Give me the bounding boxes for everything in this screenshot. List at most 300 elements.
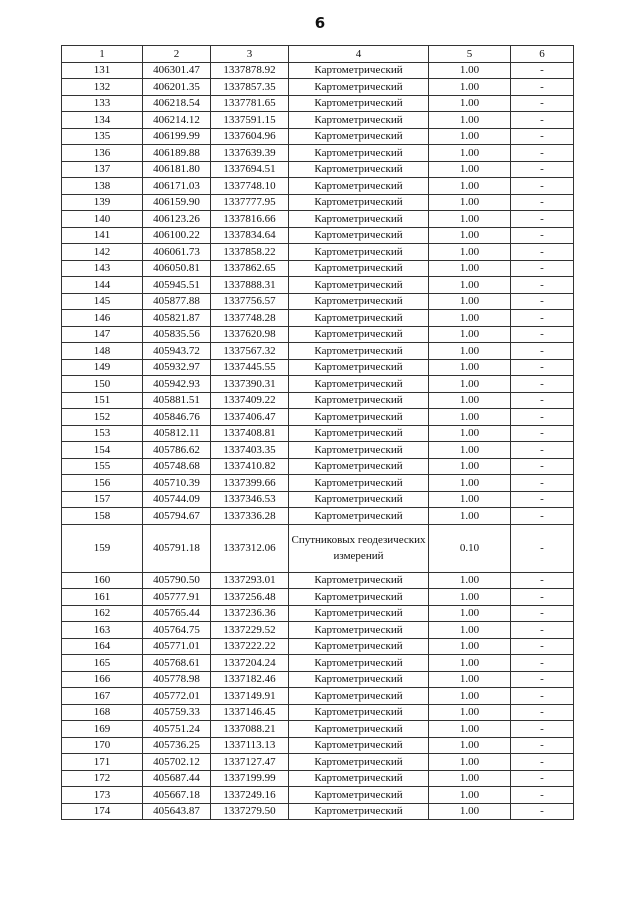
- point-number-cell: 153: [62, 425, 143, 442]
- accuracy-cell: 1.00: [429, 359, 511, 376]
- y-coordinate-cell: 1337336.28: [211, 508, 289, 525]
- note-cell: -: [511, 721, 574, 738]
- point-number-cell: 158: [62, 508, 143, 525]
- method-cell: Картометрический: [289, 754, 429, 771]
- y-coordinate-cell: 1337229.52: [211, 622, 289, 639]
- x-coordinate-cell: 405702.12: [143, 754, 211, 771]
- table-row: [62, 293, 574, 310]
- x-coordinate-cell: 406201.35: [143, 79, 211, 96]
- accuracy-cell: 1.00: [429, 79, 511, 96]
- method-cell: Картометрический: [289, 458, 429, 475]
- y-coordinate-cell: 1337748.28: [211, 310, 289, 327]
- note-cell: -: [511, 244, 574, 261]
- note-cell: -: [511, 754, 574, 771]
- point-number-cell: 154: [62, 442, 143, 459]
- accuracy-cell: 1.00: [429, 343, 511, 360]
- method-cell: Картометрический: [289, 508, 429, 525]
- note-cell: -: [511, 178, 574, 195]
- accuracy-cell: 1.00: [429, 310, 511, 327]
- y-coordinate-cell: 1337222.22: [211, 638, 289, 655]
- method-cell: Картометрический: [289, 293, 429, 310]
- accuracy-cell: 1.00: [429, 491, 511, 508]
- x-coordinate-cell: 405932.97: [143, 359, 211, 376]
- method-cell: Картометрический: [289, 572, 429, 589]
- accuracy-cell: 1.00: [429, 227, 511, 244]
- column-header: 4: [289, 46, 429, 63]
- table-row: [62, 79, 574, 96]
- note-cell: -: [511, 475, 574, 492]
- note-cell: -: [511, 655, 574, 672]
- accuracy-cell: 1.00: [429, 194, 511, 211]
- y-coordinate-cell: 1337567.32: [211, 343, 289, 360]
- table-row: [62, 655, 574, 672]
- point-number-cell: 167: [62, 688, 143, 705]
- y-coordinate-cell: 1337390.31: [211, 376, 289, 393]
- method-cell: Картометрический: [289, 721, 429, 738]
- table-row: [62, 244, 574, 261]
- method-cell: Картометрический: [289, 605, 429, 622]
- note-cell: -: [511, 409, 574, 426]
- method-cell: Картометрический: [289, 491, 429, 508]
- y-coordinate-cell: 1337256.48: [211, 589, 289, 606]
- table-row: [62, 803, 574, 820]
- table-row: [62, 524, 574, 572]
- table-row: [62, 178, 574, 195]
- table-row: [62, 442, 574, 459]
- y-coordinate-cell: 1337620.98: [211, 326, 289, 343]
- note-cell: -: [511, 442, 574, 459]
- point-number-cell: 152: [62, 409, 143, 426]
- y-coordinate-cell: 1337199.99: [211, 770, 289, 787]
- method-cell: Картометрический: [289, 475, 429, 492]
- y-coordinate-cell: 1337862.65: [211, 260, 289, 277]
- y-coordinate-cell: 1337409.22: [211, 392, 289, 409]
- method-cell: Картометрический: [289, 737, 429, 754]
- point-number-cell: 150: [62, 376, 143, 393]
- x-coordinate-cell: 405667.18: [143, 787, 211, 804]
- y-coordinate-cell: 1337279.50: [211, 803, 289, 820]
- point-number-cell: 148: [62, 343, 143, 360]
- method-cell: Картометрический: [289, 671, 429, 688]
- x-coordinate-cell: 406050.81: [143, 260, 211, 277]
- accuracy-cell: 1.00: [429, 458, 511, 475]
- table-row: [62, 62, 574, 79]
- table-row: [62, 128, 574, 145]
- method-cell: Картометрический: [289, 260, 429, 277]
- note-cell: -: [511, 622, 574, 639]
- accuracy-cell: 1.00: [429, 178, 511, 195]
- note-cell: -: [511, 638, 574, 655]
- method-cell: Картометрический: [289, 227, 429, 244]
- method-cell: Картометрический: [289, 688, 429, 705]
- note-cell: -: [511, 688, 574, 705]
- table-row: [62, 508, 574, 525]
- note-cell: -: [511, 572, 574, 589]
- y-coordinate-cell: 1337410.82: [211, 458, 289, 475]
- point-number-cell: 165: [62, 655, 143, 672]
- accuracy-cell: 1.00: [429, 704, 511, 721]
- y-coordinate-cell: 1337399.66: [211, 475, 289, 492]
- note-cell: -: [511, 376, 574, 393]
- method-cell: Картометрический: [289, 277, 429, 294]
- x-coordinate-cell: 405943.72: [143, 343, 211, 360]
- point-number-cell: 172: [62, 770, 143, 787]
- table-row: [62, 425, 574, 442]
- point-number-cell: 174: [62, 803, 143, 820]
- accuracy-cell: 1.00: [429, 737, 511, 754]
- x-coordinate-cell: 405777.91: [143, 589, 211, 606]
- note-cell: -: [511, 737, 574, 754]
- note-cell: -: [511, 277, 574, 294]
- note-cell: -: [511, 62, 574, 79]
- note-cell: -: [511, 326, 574, 343]
- point-number-cell: 149: [62, 359, 143, 376]
- method-cell: Картометрический: [289, 704, 429, 721]
- x-coordinate-cell: 405791.18: [143, 524, 211, 572]
- method-cell: Картометрический: [289, 622, 429, 639]
- x-coordinate-cell: 405764.75: [143, 622, 211, 639]
- accuracy-cell: 1.00: [429, 688, 511, 705]
- table-row: [62, 277, 574, 294]
- table-body: [62, 62, 574, 820]
- accuracy-cell: 1.00: [429, 442, 511, 459]
- point-number-cell: 135: [62, 128, 143, 145]
- method-cell: Картометрический: [289, 95, 429, 112]
- x-coordinate-cell: 406218.54: [143, 95, 211, 112]
- x-coordinate-cell: 406214.12: [143, 112, 211, 129]
- accuracy-cell: 1.00: [429, 409, 511, 426]
- y-coordinate-cell: 1337756.57: [211, 293, 289, 310]
- note-cell: -: [511, 458, 574, 475]
- x-coordinate-cell: 405687.44: [143, 770, 211, 787]
- x-coordinate-cell: 406171.03: [143, 178, 211, 195]
- note-cell: -: [511, 211, 574, 228]
- column-header: 5: [429, 46, 511, 63]
- method-cell: Картометрический: [289, 376, 429, 393]
- point-number-cell: 173: [62, 787, 143, 804]
- table-row: [62, 589, 574, 606]
- method-cell: Картометрический: [289, 409, 429, 426]
- point-number-cell: 134: [62, 112, 143, 129]
- table-row: [62, 343, 574, 360]
- table-row: [62, 211, 574, 228]
- point-number-cell: 140: [62, 211, 143, 228]
- table-row: [62, 638, 574, 655]
- note-cell: -: [511, 392, 574, 409]
- x-coordinate-cell: 406100.22: [143, 227, 211, 244]
- y-coordinate-cell: 1337403.35: [211, 442, 289, 459]
- point-number-cell: 164: [62, 638, 143, 655]
- note-cell: -: [511, 589, 574, 606]
- table-row: [62, 475, 574, 492]
- accuracy-cell: 1.00: [429, 425, 511, 442]
- method-cell: Картометрический: [289, 803, 429, 820]
- method-cell: Картометрический: [289, 79, 429, 96]
- column-header: 1: [62, 46, 143, 63]
- method-cell: Картометрический: [289, 161, 429, 178]
- note-cell: -: [511, 491, 574, 508]
- x-coordinate-cell: 405778.98: [143, 671, 211, 688]
- point-number-cell: 142: [62, 244, 143, 261]
- note-cell: -: [511, 425, 574, 442]
- x-coordinate-cell: 406199.99: [143, 128, 211, 145]
- accuracy-cell: 1.00: [429, 211, 511, 228]
- accuracy-cell: 1.00: [429, 475, 511, 492]
- point-number-cell: 160: [62, 572, 143, 589]
- table-row: [62, 409, 574, 426]
- accuracy-cell: 1.00: [429, 671, 511, 688]
- page-number: 6: [314, 14, 326, 32]
- point-number-cell: 159: [62, 524, 143, 572]
- coordinates-table: [61, 45, 574, 820]
- x-coordinate-cell: 406159.90: [143, 194, 211, 211]
- x-coordinate-cell: 405821.87: [143, 310, 211, 327]
- note-cell: -: [511, 803, 574, 820]
- accuracy-cell: 1.00: [429, 128, 511, 145]
- note-cell: -: [511, 310, 574, 327]
- note-cell: -: [511, 524, 574, 572]
- method-cell: Картометрический: [289, 655, 429, 672]
- accuracy-cell: 1.00: [429, 392, 511, 409]
- method-cell: Картометрический: [289, 62, 429, 79]
- table-row: [62, 458, 574, 475]
- method-cell: Спутниковых геодезических измерений: [289, 524, 429, 572]
- accuracy-cell: 1.00: [429, 161, 511, 178]
- y-coordinate-cell: 1337781.65: [211, 95, 289, 112]
- point-number-cell: 155: [62, 458, 143, 475]
- method-cell: Картометрический: [289, 343, 429, 360]
- point-number-cell: 137: [62, 161, 143, 178]
- column-header: 2: [143, 46, 211, 63]
- table-row: [62, 754, 574, 771]
- x-coordinate-cell: 405790.50: [143, 572, 211, 589]
- x-coordinate-cell: 405768.61: [143, 655, 211, 672]
- table-row: [62, 376, 574, 393]
- accuracy-cell: 1.00: [429, 376, 511, 393]
- accuracy-cell: 1.00: [429, 293, 511, 310]
- point-number-cell: 171: [62, 754, 143, 771]
- table-row: [62, 260, 574, 277]
- y-coordinate-cell: 1337204.24: [211, 655, 289, 672]
- table-row: [62, 572, 574, 589]
- x-coordinate-cell: 405786.62: [143, 442, 211, 459]
- x-coordinate-cell: 405772.01: [143, 688, 211, 705]
- method-cell: Картометрический: [289, 359, 429, 376]
- y-coordinate-cell: 1337858.22: [211, 244, 289, 261]
- accuracy-cell: 1.00: [429, 589, 511, 606]
- point-number-cell: 166: [62, 671, 143, 688]
- y-coordinate-cell: 1337857.35: [211, 79, 289, 96]
- y-coordinate-cell: 1337878.92: [211, 62, 289, 79]
- point-number-cell: 163: [62, 622, 143, 639]
- method-cell: Картометрический: [289, 211, 429, 228]
- point-number-cell: 162: [62, 605, 143, 622]
- x-coordinate-cell: 405846.76: [143, 409, 211, 426]
- table-row: [62, 112, 574, 129]
- accuracy-cell: 1.00: [429, 622, 511, 639]
- accuracy-cell: 1.00: [429, 62, 511, 79]
- y-coordinate-cell: 1337406.47: [211, 409, 289, 426]
- table-row: [62, 392, 574, 409]
- table-row: [62, 194, 574, 211]
- column-header: 3: [211, 46, 289, 63]
- table-row: [62, 671, 574, 688]
- point-number-cell: 147: [62, 326, 143, 343]
- table-row: [62, 787, 574, 804]
- x-coordinate-cell: 405877.88: [143, 293, 211, 310]
- table-row: [62, 359, 574, 376]
- point-number-cell: 146: [62, 310, 143, 327]
- method-cell: Картометрический: [289, 787, 429, 804]
- note-cell: -: [511, 704, 574, 721]
- accuracy-cell: 1.00: [429, 260, 511, 277]
- accuracy-cell: 1.00: [429, 508, 511, 525]
- accuracy-cell: 1.00: [429, 787, 511, 804]
- table-row: [62, 310, 574, 327]
- point-number-cell: 161: [62, 589, 143, 606]
- method-cell: Картометрический: [289, 589, 429, 606]
- point-number-cell: 170: [62, 737, 143, 754]
- note-cell: -: [511, 293, 574, 310]
- note-cell: -: [511, 359, 574, 376]
- table-row: [62, 737, 574, 754]
- x-coordinate-cell: 405765.44: [143, 605, 211, 622]
- method-cell: Картометрический: [289, 392, 429, 409]
- y-coordinate-cell: 1337127.47: [211, 754, 289, 771]
- point-number-cell: 169: [62, 721, 143, 738]
- point-number-cell: 133: [62, 95, 143, 112]
- y-coordinate-cell: 1337888.31: [211, 277, 289, 294]
- table-row: [62, 95, 574, 112]
- x-coordinate-cell: 405771.01: [143, 638, 211, 655]
- x-coordinate-cell: 405710.39: [143, 475, 211, 492]
- x-coordinate-cell: 405736.25: [143, 737, 211, 754]
- method-cell: Картометрический: [289, 770, 429, 787]
- x-coordinate-cell: 406123.26: [143, 211, 211, 228]
- table-row: [62, 227, 574, 244]
- x-coordinate-cell: 406189.88: [143, 145, 211, 162]
- note-cell: -: [511, 343, 574, 360]
- point-number-cell: 136: [62, 145, 143, 162]
- y-coordinate-cell: 1337236.36: [211, 605, 289, 622]
- x-coordinate-cell: 405945.51: [143, 277, 211, 294]
- table-header-row: [62, 46, 574, 63]
- y-coordinate-cell: 1337249.16: [211, 787, 289, 804]
- note-cell: -: [511, 112, 574, 129]
- accuracy-cell: 1.00: [429, 721, 511, 738]
- x-coordinate-cell: 405835.56: [143, 326, 211, 343]
- point-number-cell: 145: [62, 293, 143, 310]
- note-cell: -: [511, 770, 574, 787]
- note-cell: -: [511, 605, 574, 622]
- table-row: [62, 622, 574, 639]
- method-cell: Картометрический: [289, 112, 429, 129]
- y-coordinate-cell: 1337182.46: [211, 671, 289, 688]
- accuracy-cell: 1.00: [429, 803, 511, 820]
- accuracy-cell: 1.00: [429, 638, 511, 655]
- accuracy-cell: 1.00: [429, 326, 511, 343]
- x-coordinate-cell: 405759.33: [143, 704, 211, 721]
- table-row: [62, 605, 574, 622]
- x-coordinate-cell: 406181.80: [143, 161, 211, 178]
- y-coordinate-cell: 1337088.21: [211, 721, 289, 738]
- method-cell: Картометрический: [289, 178, 429, 195]
- note-cell: -: [511, 161, 574, 178]
- x-coordinate-cell: 406061.73: [143, 244, 211, 261]
- column-header: 6: [511, 46, 574, 63]
- table-row: [62, 770, 574, 787]
- accuracy-cell: 1.00: [429, 244, 511, 261]
- y-coordinate-cell: 1337146.45: [211, 704, 289, 721]
- y-coordinate-cell: 1337149.91: [211, 688, 289, 705]
- point-number-cell: 138: [62, 178, 143, 195]
- accuracy-cell: 1.00: [429, 754, 511, 771]
- method-cell: Картометрический: [289, 310, 429, 327]
- x-coordinate-cell: 405794.67: [143, 508, 211, 525]
- table-row: [62, 491, 574, 508]
- y-coordinate-cell: 1337777.95: [211, 194, 289, 211]
- point-number-cell: 141: [62, 227, 143, 244]
- table-row: [62, 688, 574, 705]
- method-cell: Картометрический: [289, 145, 429, 162]
- table-row: [62, 326, 574, 343]
- x-coordinate-cell: 405812.11: [143, 425, 211, 442]
- method-cell: Картометрический: [289, 326, 429, 343]
- note-cell: -: [511, 227, 574, 244]
- y-coordinate-cell: 1337639.39: [211, 145, 289, 162]
- method-cell: Картометрический: [289, 128, 429, 145]
- y-coordinate-cell: 1337312.06: [211, 524, 289, 572]
- table-row: [62, 145, 574, 162]
- note-cell: -: [511, 260, 574, 277]
- y-coordinate-cell: 1337113.13: [211, 737, 289, 754]
- y-coordinate-cell: 1337408.81: [211, 425, 289, 442]
- accuracy-cell: 1.00: [429, 95, 511, 112]
- accuracy-cell: 1.00: [429, 572, 511, 589]
- method-cell: Картометрический: [289, 425, 429, 442]
- y-coordinate-cell: 1337834.64: [211, 227, 289, 244]
- method-cell: Картометрический: [289, 244, 429, 261]
- point-number-cell: 139: [62, 194, 143, 211]
- y-coordinate-cell: 1337748.10: [211, 178, 289, 195]
- table-row: [62, 721, 574, 738]
- point-number-cell: 168: [62, 704, 143, 721]
- point-number-cell: 132: [62, 79, 143, 96]
- note-cell: -: [511, 145, 574, 162]
- point-number-cell: 156: [62, 475, 143, 492]
- method-cell: Картометрический: [289, 638, 429, 655]
- point-number-cell: 157: [62, 491, 143, 508]
- accuracy-cell: 1.00: [429, 112, 511, 129]
- x-coordinate-cell: 405744.09: [143, 491, 211, 508]
- y-coordinate-cell: 1337445.55: [211, 359, 289, 376]
- table-row: [62, 161, 574, 178]
- method-cell: Картометрический: [289, 194, 429, 211]
- note-cell: -: [511, 194, 574, 211]
- note-cell: -: [511, 95, 574, 112]
- x-coordinate-cell: 405881.51: [143, 392, 211, 409]
- x-coordinate-cell: 405751.24: [143, 721, 211, 738]
- accuracy-cell: 1.00: [429, 277, 511, 294]
- x-coordinate-cell: 405748.68: [143, 458, 211, 475]
- accuracy-cell: 1.00: [429, 655, 511, 672]
- point-number-cell: 151: [62, 392, 143, 409]
- note-cell: -: [511, 128, 574, 145]
- y-coordinate-cell: 1337346.53: [211, 491, 289, 508]
- y-coordinate-cell: 1337591.15: [211, 112, 289, 129]
- note-cell: -: [511, 508, 574, 525]
- accuracy-cell: 1.00: [429, 770, 511, 787]
